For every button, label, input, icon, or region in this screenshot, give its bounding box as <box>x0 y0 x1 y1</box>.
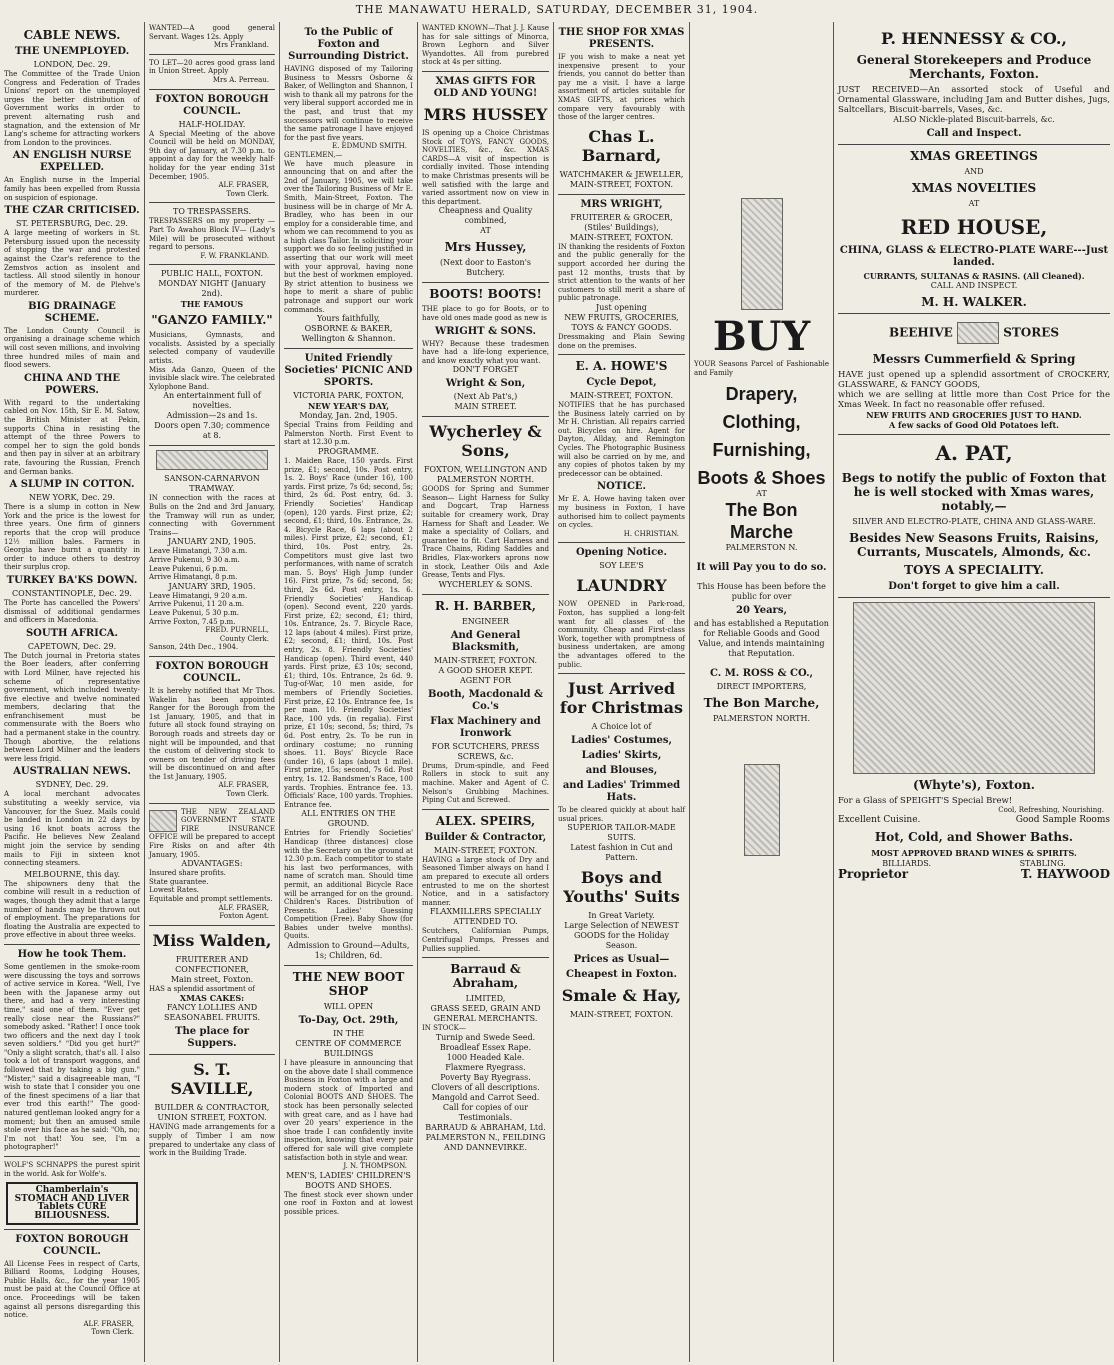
walden-body: HAS a splendid assortment of <box>149 984 255 993</box>
at-label: AT <box>756 489 767 499</box>
ganzo-body: An entertainment full of novelties. <box>163 391 261 411</box>
sports-venue: VICTORIA PARK, FOXTON, <box>293 391 404 401</box>
section-title: CHINA AND THE POWERS. <box>23 372 121 396</box>
barber-flax: Flax Machinery and Ironwork <box>430 715 541 739</box>
sports-date: Monday, Jan. 2nd, 1905. <box>299 411 398 421</box>
shop-title: THE SHOP FOR XMAS PRESENTS. <box>558 27 685 50</box>
column-notices <box>145 24 279 1359</box>
tram-time: Arrive Pukenui, 9 30 a.m. <box>149 556 240 564</box>
section-title: THE CZAR CRITICISED. <box>4 205 140 217</box>
speights-cool: Cool, Refreshing, Nourishing. <box>998 806 1104 814</box>
hall-title: PUBLIC HALL, FOXTON. <box>160 269 264 279</box>
section-title: A SLUMP IN COTTON. <box>9 479 135 491</box>
barraud-item: Mangold and Carrot Seed. <box>431 1092 540 1102</box>
excellent-cuisine: Excellent Cuisine. <box>838 814 921 825</box>
fire-item: Lowest Rates. <box>149 886 200 895</box>
wright-address: MAIN-STREET, FOXTON. <box>569 232 674 242</box>
sports-events: 1. Maiden Race, 150 yards. First prize, £1; second, 10s. Post entry, 1s. 2. Boys' Race (under 16), 100 yards. First prize, 7s 6d; second, 5s; third, 2s 6d. Post entry, 6d. 3. Friendly Societies' Handicap (open), 120 yards. First prize, £2; second, £1; third, 10s. Entrance, 2s. 4. Bicycle Race, 6 laps (about 2 miles). First prize, £2; second, £1; third, 10s. Post entry, 2s. Competitors must give last two performances, with name of scratch man. 5. Boys' High Jump (under 16). First prize, 7s 6d; second, 5s; third, 2s 6d. Post entry, 1s. 6. Friendly Societies' Handicap (open). Second event, 220 yards. First prize, £2; second, £1; third, 10s. Entrance, 2s. 7. Bicycle Race, 12 laps (about 4 miles). First prize, £2; second, £1; third, 10s. Post entry, 2s. 8. Friendly Societies' Handicap (open). Third event, 440 yards. First prize, £3 10s; second, £1; third, 10s. Entrance, 2s 6d. 9. Tug-of-War, 10 men aside, for members of Friendly Societies. First prize, £2 10s. Entrance fee, 1s per man. 10. Friendly Societies' Race, 100 yds. (in regalia). First prize, £1 10s; second, 5s; third, 7s 6d. Post entry, 2s. To be run in ordinary costume; no running shoes. 11. Boys' Bicycle Race (under 16), 6 laps (about 1 mile). First prize, 15s; second, 7s 6d. Post entry, 1s. 12. Bandsmen's Race, 100 yards. Trophies. Entrance fee. 13. Officials' Race, 100 yards. Trophies. Entrance fee. <box>284 457 413 809</box>
china-glass: CHINA, GLASS & ELECTRO-PLATE WARE---Just landed. <box>839 245 1109 268</box>
wright-title: MRS WRIGHT, <box>580 198 663 210</box>
and-label: AND <box>964 167 984 176</box>
council-title: FOXTON BOROUGH COUNCIL. <box>15 1233 129 1257</box>
boot-centre: CENTRE OF COMMERCE BUILDINGS <box>295 1039 402 1059</box>
stores-label: STORES <box>1003 325 1060 340</box>
choice-label: A Choice lot of <box>591 722 652 732</box>
tram-date: JANUARY 2ND, 1905. <box>167 537 257 547</box>
notice-body: Mr E. A. Howe having taken over my business in Foxton, I have authorised him to collect payments on cycles. <box>558 495 685 530</box>
tram-dated: Sanson, 24th Dec., 1904. <box>149 643 239 652</box>
variety: In Great Variety. <box>588 911 655 921</box>
column-merchants <box>418 24 553 1359</box>
barraud-item: Broadleaf Essex Rape. <box>439 1042 532 1052</box>
signature-title: County Clerk. <box>219 634 269 643</box>
signature: J. N. THOMPSON. <box>343 1162 407 1171</box>
sports-title: United Friendly Societies' PICNIC AND SPORTS. <box>284 353 413 389</box>
news-body: The London County Council is organising a drainage scheme which will cost seven millions, and involving three hundred miles of main and flood sewers. <box>4 326 140 370</box>
hussey-name: Mrs Hussey, <box>444 240 527 255</box>
hennessy-received: JUST RECEIVED—An assorted stock of Useful and Ornamental Glassware, including Jam and Butter dishes, Jugs, Saltcellars, Biscuit-barrels, Vases, &c. <box>838 85 1110 115</box>
ganzo-body: Miss Ada Ganzo, Queen of the invisible slack wire. The celebrated Xylophone Band. <box>149 365 275 391</box>
haywoods-hotel-illustration <box>853 602 1095 774</box>
fire-advantages: ADVANTAGES: <box>181 859 243 869</box>
barraud-title: Barraud & Abraham, <box>450 962 521 991</box>
coat-of-arms-illustration <box>149 810 177 832</box>
signature: E. EDMUND SMITH. <box>331 142 407 151</box>
story-title: How he took Them. <box>17 948 127 960</box>
signature: FRED. PURNELL, <box>205 626 269 635</box>
boot-shop-title: THE NEW BOOT SHOP <box>292 970 405 999</box>
signature: ALF. FRASER, <box>218 903 269 912</box>
section-title: SOUTH AFRICA. <box>25 627 119 639</box>
boot-open: WILL OPEN <box>323 1002 374 1012</box>
sample-rooms: Good Sample Rooms <box>1015 814 1110 825</box>
brands: MOST APPROVED BRAND WINES & SPIRITS. <box>871 847 1077 858</box>
tram-date: JANUARY 3RD, 1905. <box>168 581 256 591</box>
signature: H. CHRISTIAN. <box>623 529 679 538</box>
fashion: Latest fashion in Cut and Pattern. <box>570 843 673 863</box>
ganzo-title: "GANZO FAMILY." <box>151 313 273 328</box>
speirs-sub: Builder & Contractor, <box>424 831 547 843</box>
pat-besides: Besides New Seasons Fruits, Raisins, Currants, Muscatels, Almonds, &c. <box>849 531 1099 559</box>
buy-headline: BUY <box>712 313 811 360</box>
smale-title: Smale & Hay, <box>561 986 682 1006</box>
sports-body: Entries for Friendly Societies' Handicap (three distances) close with the Secretary on the ground at 12.30 p.m. Each competitor to state his last two performances, with name of scratch man. Should time permit, an additional Bicycle Race will be arranged for on the ground. Children's Races. Distribution of Presents. Ladies' Guessing Competition (Free). Baby Show (for Babies under twelve months). Quoits. <box>284 829 413 941</box>
tram-time: Arrive Pukenui, 11 20 a.m. <box>149 600 245 609</box>
signature: OSBORNE & BAKER, <box>304 324 393 334</box>
flax-body: Scutchers, Californian Pumps, Centrifugal Pumps, Presses and Pullies supplied. <box>422 927 549 953</box>
news-body: The shipowners deny that the combine will result in a reduction of wages, though they admit that a large number of hands may be thrown out of employment. The preparations for floating the Australia are expected to prove effective in about three weeks. <box>4 879 140 940</box>
palmerston: PALMERSTON N. <box>725 543 798 553</box>
call-inspect: Call and Inspect. <box>926 128 1022 139</box>
wright-name: Wright & Son, <box>445 378 526 390</box>
proprietor-name: T. HAYWOOD <box>1020 866 1110 881</box>
barraud-ltd: LIMITED, <box>465 994 506 1004</box>
saville-title: S. T. SAVILLE, <box>170 1060 254 1099</box>
fire-item: Insured share profits. <box>149 869 226 878</box>
hall-date: MONDAY NIGHT (January 2nd). <box>158 279 266 299</box>
barber-sub: And General Blacksmith, <box>450 629 521 653</box>
sports-programme: PROGRAMME. <box>318 447 379 456</box>
wright-forget: DON'T FORGET <box>452 365 519 375</box>
saville-body: HAVING made arrangements for a supply of Timber I am now prepared to undertake any class of work in the Building Trade. <box>149 1123 275 1158</box>
tram-time: Leave Himatangi, 9 20 a.m. <box>149 591 248 600</box>
dateline: CAPETOWN, Dec. 29. <box>27 641 117 651</box>
boots-body: THE place to go for Boots, or to have old ones made good as new is <box>422 305 549 322</box>
barraud-sub: GRASS SEED, GRAIN AND GENERAL MERCHANTS. <box>430 1004 541 1024</box>
hussey-body: IS opening up a Choice Christmas Stock of TOYS, FANCY GOODS, NOVELTIES, &c., &c. XMAS CARDS—A visit of inspection is cordially invited. Those intending to make Christmas presents will be well satisfied with the large and varied assortment now on view in this department. <box>422 128 549 206</box>
wycherley-title: Wycherley & Sons, <box>429 422 542 461</box>
skirts: Ladies' Skirts, <box>581 750 662 762</box>
tailor-notice-title: To the Public of Foxton and Surrounding District. <box>288 27 409 62</box>
news-body: With regard to the undertaking cabled on Nov. 15th, Sir E. M. Satow, the British Minister at Pekin, supports China in resisting the attempt of the three Powers to compel her to sign the gold bonds and then pay in silver at an arbitrary rate, favouring the Russian, French and German banks. <box>4 398 140 476</box>
section-title: AUSTRALIAN NEWS. <box>13 766 131 778</box>
signature: ALF. FRASER, <box>218 181 269 190</box>
hussey-next: (Next door to Easton's Butchery. <box>439 258 532 278</box>
barraud-call: Call for copies of our Testimonials. <box>442 1102 529 1122</box>
cheapest-label: Cheapest in Foxton. <box>566 969 677 981</box>
subheading: HALF-HOLIDAY. <box>178 119 246 129</box>
section-title: TURKEY BA'KS DOWN. <box>6 574 138 586</box>
sports-entries: ALL ENTRIES ON THE GROUND. <box>301 809 396 829</box>
laundry-title: LAUNDRY <box>576 576 667 596</box>
pay-label: It will Pay you to do so. <box>696 562 827 574</box>
barraud-item: Clovers of all descriptions. <box>431 1082 540 1092</box>
tailor-suits: SUPERIOR TAILOR-MADE SUITS. <box>567 823 676 843</box>
trespass-title: TO TRESPASSERS. <box>173 207 251 217</box>
barber-booth: Booth, Macdonald & Co.'s <box>428 688 543 712</box>
costumes: Ladies' Costumes, <box>570 735 673 747</box>
closing: Yours faithfully, <box>317 314 380 324</box>
opening-notice: Opening Notice. <box>575 547 668 559</box>
notice-title: NOTICE. <box>596 481 647 493</box>
walden-sub: FRUITERER AND CONFECTIONER, <box>175 954 249 974</box>
wright-sub: FRUITERER & GROCER, <box>570 212 673 222</box>
beehive-label: BEEHIVE <box>888 325 953 340</box>
walden-title: Miss Walden, <box>152 930 272 950</box>
barber-body: Drums, Drum-spindle, and Feed Rollers in stock to suit any machine. Maker and Agent of C. Nelson's Grubbing Machines. Piping Cut and Screwed. <box>422 761 549 805</box>
palmerston-north: PALMERSTON NORTH. <box>712 714 810 724</box>
walker-title: M. H. WALKER. <box>921 295 1027 309</box>
hennessy-sub: General Storekeepers and Produce Merchants, Foxton. <box>856 53 1092 81</box>
dateline: SYDNEY, Dec. 29. <box>35 780 109 790</box>
speirs-body: HAVING a large stock of Dry and Seasoned Timber always on hand I am prepared to execute all orders entrusted to me on the shortest Notice, and in a satisfactory manner. <box>422 855 549 907</box>
column-tailoring-sports <box>280 24 417 1359</box>
wanted-ad: WANTED—A good general Servant. Wages 12s. Apply <box>149 24 275 41</box>
pointing-hand-illustration <box>744 764 780 856</box>
dateline: NEW YORK, Dec. 29. <box>29 493 115 503</box>
whyte-title: (Whyte's), Foxton. <box>913 778 1035 792</box>
pat-begs: Begs to notify the public of Foxton that he is well stocked with Xmas wares, notably,— <box>841 471 1107 513</box>
notice-body: A Special Meeting of the above Council will be held on MONDAY, 9th day of January, at 7.30 p.m. to appoint a day for the weekly half-holiday for the year ending 31st December, 1905. <box>149 129 275 181</box>
speirs-address: MAIN-STREET, FOXTON. <box>433 845 538 855</box>
news-body: A local merchant advocates substituting a weekly service, via Vancouver, for the Suez. Mails could be landed in London in 22 days by using 16 knot boats across the Pacific. He believes New Zealand might join the service by sending mails to Fiji in sixteen knot connecting steamers. <box>4 790 140 868</box>
pat-title: A. PAT, <box>935 441 1013 465</box>
xmas-novelties: XMAS NOVELTIES <box>911 181 1037 195</box>
famous-label: THE FAMOUS <box>180 299 244 310</box>
billiards: BILLIARDS. <box>882 858 932 868</box>
news-body: The Committee of the Trade Union Congress and Federation of Trades Unions' report on the unemployed urges the better distribution of Government works in order to prevent alternating rush and stagnation, and the extension of Mr Lang's scheme for attracting workers from London to the provinces. <box>4 70 140 147</box>
tram-engine-illustration <box>156 450 268 470</box>
signature-title: Wellington & Shannon. <box>301 334 396 344</box>
signature-title: Town Clerk. <box>226 790 269 799</box>
wright-street: MAIN STREET. <box>454 402 517 412</box>
wright-body: IN thanking the residents of Foxton and the public generally for the support accorded her during the past 12 months, trusts that by strict attention to the wants of her customers to still merit a share of public patronage. <box>558 242 685 303</box>
signature: ALF. FRASER, <box>83 1319 134 1328</box>
walden-place: The place for Suppers. <box>175 1026 249 1050</box>
hennessy-title: P. HENNESSY & CO., <box>881 29 1067 48</box>
news-body: A large meeting of workers in St. Petersburg issued upon the necessity of stopping the war and protested against the Czar's reference to the Zemstvos action as insolent and tactless. All stood silently in honour of the memory of M. de Plehve's murderer. <box>4 229 140 298</box>
to-let-ad: TO LET—20 acres good grass land in Union Street. Apply <box>149 58 275 76</box>
flax-title: FLAXMILLERS SPECIALLY ATTENDED TO. <box>429 907 542 927</box>
wycherley-sub: FOXTON, WELLINGTON AND PALMERSTON NORTH. <box>424 465 547 485</box>
boot-fine: The finest stock ever shown under one roof in Foxton and at lowest possible prices. <box>284 1190 413 1216</box>
prices-label: Prices as Usual— <box>573 954 670 966</box>
boot-in: IN THE <box>333 1029 364 1039</box>
pat-forget: Don't forget to give him a call. <box>888 581 1060 592</box>
laundry-body: NOW OPENED in Park-road, Foxton, has supplied a long-felt want for all classes of the community. Cheap and First-class Work, together with promptness of business undertaken, are among the advantages offered to the public. <box>558 600 685 669</box>
hussey-title: MRS HUSSEY <box>423 104 548 124</box>
dateline: ST. PETERSBURG, Dec. 29. <box>16 219 128 229</box>
dateline: CONSTANTINOPLE, Dec. 29. <box>12 588 132 598</box>
news-body: The Porte has cancelled the Powers' dismissal of additional gendarmes and officers in Macedonia. <box>4 598 140 625</box>
bon-marche: The Bon Marche <box>725 500 798 543</box>
barber-pumps: FOR SCUTCHERS, PRESS SCREWS, &c. <box>431 741 540 761</box>
cummerfield-sell: which we are selling at little more than Cost Price for the Xmas Week. In fact no reasonable offer refused. <box>838 390 1110 410</box>
salutation: GENTLEMEN,— <box>284 150 343 159</box>
drapery: Drapery, <box>725 384 798 405</box>
section-title: BIG DRAINAGE SCHEME. <box>28 300 116 324</box>
speights-glass: For a Glass of SPEIGHT'S Special Brew! <box>838 796 1013 806</box>
cleared: To be cleared quickly at about half usual prices. <box>558 806 685 823</box>
tram-body: IN connection with the races at Bulls on the 2nd and 3rd January, the Tramway will run as under, connecting with Government Trains— <box>149 494 275 537</box>
masthead: THE MANAWATU HERALD, SATURDAY, DECEMBER 31, 1904. <box>355 3 759 16</box>
signature: Mrs Frankland. <box>213 41 269 50</box>
at-label: AT <box>968 199 980 208</box>
story-body: Some gentlemen in the smoke-room were discussing the toys and sorrows of active service in Korea. "Well, I've been with the Japanese army out there, and had a very interesting time," said one of them. "Ever get really close near the Russians?" somebody asked. "Rather! I once took two officers and the next day I took seven soldiers." "Did you get hurt?" "Only a slight scratch, that's all. I also took a lot of transport waggons, and followed that by taking a big gun." "Mister," said a disagreeable man, "I wish to state that I consider you one of the finest specimens of a liar that ever trod this earth!" The good-natured gentleman looked angry for a moment; but then an amused smile stole over his face as he said: "Oh, no; I'm not that! You see, I'm a photographer!" <box>4 962 140 1152</box>
barraud-item: Poverty Bay Ryegrass. <box>440 1072 531 1082</box>
column-hennessy-hotel <box>834 24 1114 1359</box>
tram-time: Arrive Foxton, 7.45 p.m. <box>149 617 236 626</box>
fire-item: State guarantee. <box>149 877 209 886</box>
hennessy-also: ALSO Nickle-plated Biscuit-barrels, &c. <box>893 115 1055 124</box>
news-body: The Dutch journal in Pretoria states the Boer leaders, after conferring with Lord Milner, have rejected his scheme of representative government, which included twenty-five elective and twelve nominated members, declaring that the enfranchisement must be commensurate with the Boers who had a permanent stake in the country. Though abortive, the relations between Lord Milner and the leaders were less frigid. <box>4 651 140 763</box>
signature-title: Town Clerk. <box>226 189 269 198</box>
boot-body: I have pleasure in announcing that on the above date I shall commence Business in Foxton with a large and modern stock of Imported and Colonial BOOTS AND SHOES. The stock has been personally selected with great care, and as I have had over 20 years' experience in the shoe trade I can confidently invite inspection, knowing that every pair offered for sale will give complete satisfaction both in style and wear. <box>284 1059 413 1162</box>
saville-sub: BUILDER & CONTRACTOR, <box>154 1103 270 1113</box>
furnishing: Furnishing, <box>712 440 811 461</box>
howe-body: NOTIFIES that he has purchased the Business lately carried on by Mr H. Christian. All repairs carried out. Bicycles on hire. Agent for Dayton, Allday, and Remington Cycles. The Photographic Business will also be carried on by me, and any copies of photos taken by my predecessor can be obtained. <box>558 401 685 478</box>
shop-body: IF you wish to make a neat yet inexpensive present to your friends, you cannot do better than pay me a visit. I have a large assortment of articles suitable for XMAS GIFTS, at prices which compare very favourably with those of the larger centres. <box>558 53 685 122</box>
sports-trains: Special Trains from Feilding and Palmerston North. First Event to start at 12.30 p.m. <box>284 421 413 447</box>
signature-title: Foxton Agent. <box>219 912 269 921</box>
baths: Hot, Cold, and Shower Baths. <box>874 829 1074 844</box>
tram-time: Arrive Himatangi, 8 p.m. <box>149 573 238 582</box>
wright-sons: WRIGHT & SONS. <box>434 325 537 337</box>
walden-xmas: XMAS CAKES: <box>179 993 245 1004</box>
tablets-ad: Chamberlain's STOMACH AND LIVER Tablets CURE BILIOUSNESS. <box>6 1182 138 1224</box>
ganzo-doors: Doors open 7.30; commence at 8. <box>154 421 270 441</box>
soy-lee: SOY LEE'S <box>599 561 644 571</box>
barraud-address: PALMERSTON N., FEILDING AND DANNEVIRKE. <box>425 1132 546 1152</box>
dateline: LONDON, Dec. 29. <box>33 60 111 69</box>
tram-time: Leave Pukenui, 5 30 p.m. <box>149 608 239 617</box>
barber-title: R. H. BARBER, <box>435 598 536 613</box>
council-title: FOXTON BOROUGH COUNCIL. <box>155 660 269 684</box>
ranger-body: It is hereby notified that Mr Thos. Wakelin has been appointed Ranger for the Borough from the 1st January, 1905, and that in future all stock found straying on Borough roads and streets day or night will be impounded, and that the custom of delivering stock to owners on tender of driving fees will be discontinued on and after the 1st January, 1905. <box>149 686 275 781</box>
wright-goods: NEW FRUITS, GROCERIES, TOYS & FANCY GOODS. <box>564 312 679 332</box>
schnapps-ad: WOLF'S SCHNAPPS the purest spirit in the world. Ask for Wolfe's. <box>4 1161 140 1178</box>
barnard-sub: WATCHMAKER & JEWELLER, <box>559 169 684 179</box>
signature: ALF. FRASER, <box>218 781 269 790</box>
signature-title: Town Clerk. <box>91 1328 134 1337</box>
fire-item: Equitable and prompt settlements. <box>149 895 273 903</box>
wright-building: (Stiles' Buildings), <box>584 222 659 232</box>
potatoes: A few sacks of Good Old Potatoes left. <box>889 420 1059 430</box>
currants: CURRANTS, SULTANAS & RASINS. (All Cleaned). <box>863 271 1085 281</box>
saville-address: UNION STREET, FOXTON. <box>157 1113 267 1123</box>
tram-time: Leave Himatangi, 7.30 a.m. <box>149 547 248 556</box>
sports-admission: Admission to Ground—Adults, 1s; Children, 6d. <box>287 941 410 961</box>
house-body: This House has been before the public for over <box>697 582 826 602</box>
speirs-title: ALEX. SPEIRS, <box>435 813 536 828</box>
stabling: STABLING. <box>1019 858 1066 868</box>
walden-fancy: FANCY LOLLIES AND SEASONABEL FRUITS. <box>163 1003 261 1023</box>
howe-address: MAIN-STREET, FOXTON. <box>569 391 674 401</box>
tailor-notice-body: HAVING disposed of my Tailoring Business to Messrs Osborne & Baker, of Wellington and Shannon, I wish to thank all my patrons for the very liberal support accorded me in the past, and trust that my successors will continue to receive the same patronage I have enjoyed for the past five years. <box>284 65 413 142</box>
call-inspect-2: CALL AND INSPECT. <box>930 281 1018 290</box>
wright-next: (Next Ab Pat's,) <box>453 392 518 402</box>
tailor-notice-body: We have much pleasure in announcing that on and after the 2nd of January, 1905, we will take over the Tailoring Business of Mr E. Smith, Main-Street, Foxton. The business will be in charge of Mr A. Bradley, who has been in our employ for a considerable time, and whom we can recommend to you as a high class Tailor. In soliciting your support we do so feeling justified in asserting that our work will meet with your approval, having none but the best of workmen employed. By strict attention to business we hope to merit a share of public patronage and support our work commands. <box>284 159 413 314</box>
barraud-item: Turnip and Swede Seed. <box>435 1032 536 1042</box>
importers: DIRECT IMPORTERS, <box>716 682 807 692</box>
ganzo-admission: Admission—2s and 1s. <box>166 411 258 421</box>
newest-goods: Large Selection of NEWEST GOODS for the Holiday Season. <box>564 921 679 951</box>
cable-news-title: CABLE NEWS. <box>23 28 121 42</box>
pat-silver: SILVER AND ELECTRO-PLATE, CHINA AND GLASS-WARE. <box>852 517 1096 526</box>
years: 20 Years, <box>736 605 787 617</box>
reputation-body: and has established a Reputation for Reliable Goods and Good Value, and intends maintaining that Reputation. <box>694 619 829 659</box>
boot-date: To-Day, Oct. 29th, <box>298 1015 399 1027</box>
boots-shoes: Boots & Shoes <box>697 468 826 489</box>
trespass-body: TRESPASSERS on my property —Part To Awahou Block IV— (Lady's Mile) will be prosecuted without regard to persons. <box>149 217 275 252</box>
dateline: MELBOURNE, this day. <box>23 869 121 879</box>
ross-title: C. M. ROSS & CO., <box>709 668 814 680</box>
red-house: RED HOUSE, <box>900 215 1048 239</box>
wycherley-body: GOODS for Spring and Summer Season— Light Harness for Sulky and Dogcart, Trap Harness suitable for creamery work, Dray Harness for Shaft and Leader. We make a speciality of Collars, and guarantee to fit. Cart Harness and Trace Chains, Riding Saddles and Bridles, Flax-workers aprons now in stock, Leather Oils and Axle Grease, Tents and Flys. <box>422 485 549 580</box>
section-title: AN ENGLISH NURSE EXPELLED. <box>12 150 132 174</box>
wright-dress: Dressmaking and Plain Sewing done on the premises. <box>558 332 685 350</box>
arrived-title: Just Arrived for Christmas <box>559 679 684 718</box>
signature: BARRAUD & ABRAHAM, Ltd. <box>425 1122 546 1132</box>
hussey-cheap: Cheapness and Quality combined, <box>438 206 533 226</box>
barraud-item: Flaxmere Ryegrass. <box>445 1062 526 1072</box>
barnard-address: MAIN-STREET, FOXTON. <box>569 179 674 189</box>
toys-speciality: TOYS A SPECIALITY. <box>904 563 1044 577</box>
signature: Mrs A. Perreau. <box>212 75 269 84</box>
hats: and Ladies' Trimmed Hats. <box>562 780 681 804</box>
clothing: Clothing, <box>722 412 801 433</box>
barnard-title: Chas L. Barnard, <box>581 126 662 165</box>
tram-title: SANSON-CARNARVON TRAMWAY. <box>164 474 260 494</box>
tram-time: Leave Pukenui, 6 p.m. <box>149 564 228 573</box>
howe-sub: Cycle Depot, <box>586 377 657 389</box>
howe-title: E. A. HOWE'S <box>575 359 668 374</box>
signature: F. W. FRANKLAND. <box>200 251 269 260</box>
bon-marche-2: The Bon Marche, <box>703 696 820 711</box>
seasons-body: YOUR Seasons Parcel of Fashionable and Family <box>694 360 829 377</box>
council-title: FOXTON BOROUGH COUNCIL. <box>155 93 269 117</box>
smale-address: MAIN-STREET, FOXTON. <box>569 1010 674 1020</box>
ganzo-body: Musicians, Gymnasts, and vocalists. Assisted by a specially selected company of vaudeville artists. <box>149 331 275 366</box>
barraud-item: 1000 Headed Kale. <box>446 1052 525 1062</box>
walden-address: Main street, Foxton. <box>170 974 254 984</box>
section-title: THE UNEMPLOYED. <box>14 46 130 57</box>
boys-suits: Boys and Youths' Suits <box>563 868 680 907</box>
cummerfield-title: Messrs Cummerfield & Spring <box>872 352 1076 366</box>
blouses: and Blouses, <box>585 765 658 777</box>
fire-insurance-body: THE NEW ZEALAND GOVERNMENT STATE FIRE INSURANCE OFFICE will be prepared to accept Fire Risks on and after 4th January, 1905. <box>149 807 275 859</box>
column-shops <box>554 24 689 1359</box>
beehive-illustration <box>957 322 999 344</box>
barraud-stock: IN STOCK— <box>422 1024 466 1033</box>
news-body: There is a slump in cotton in New York and the price is the lowest for three years. One firm of ginners reports that the crop will produce 12½ million bales. Farmers in Georgia have burnt a quantity in order to induce others to destroy their surplus crop. <box>4 503 140 572</box>
column-bon-marche <box>690 24 833 1359</box>
xmas-gifts-title: XMAS GIFTS FOR OLD AND YOUNG! <box>433 75 538 99</box>
barber-engineer: ENGINEER <box>461 616 510 626</box>
wright-why: WHY? Because these tradesmen have had a life-long experience, and know exactly what you want. <box>422 339 549 365</box>
proprietor-label: Proprietor <box>838 866 909 881</box>
new-fruits: NEW FRUITS AND GROCERIES JUST TO HAND. <box>866 410 1082 420</box>
sports-day: NEW YEAR'S DAY, <box>307 401 390 412</box>
signature: WYCHERLEY & SONS. <box>438 579 533 589</box>
cummerfield-body: HAVE just opened up a splendid assortment of CROCKERY, GLASSWARE, & FANCY GOODS, <box>838 370 1110 390</box>
pointing-hand-illustration <box>741 198 783 310</box>
wanted-known-ad: WANTED KNOWN—That J. J. Kause has for sale sittings of Minorca, Brown Leghorn and Silver Wyandottes. All from purebred stock at 4s per sitting. <box>422 24 549 67</box>
news-body: An English nurse in the Imperial family has been expelled from Russia on suspicion of espionage. <box>4 176 140 202</box>
council-body: All License Fees in respect of Carts, Billiard Rooms, Lodging Houses, Public Halls, &c., for the year 1905 must be paid at the Council Office at once. Proceedings will be taken against all persons disregarding this notice. <box>4 1259 140 1320</box>
column-cable-news <box>0 24 144 1359</box>
wright-opening: Just opening <box>596 302 647 312</box>
boot-men: MEN'S, LADIES' CHILDREN'S BOOTS AND SHOES. <box>286 1170 411 1190</box>
boots-title: BOOTS! BOOTS! <box>429 287 542 302</box>
xmas-greetings: XMAS GREETINGS <box>910 149 1038 163</box>
hussey-at: AT <box>480 226 491 236</box>
barber-agent: AGENT FOR <box>459 675 512 685</box>
barber-address: MAIN-STREET, FOXTON. <box>433 655 538 665</box>
barber-shoer: A GOOD SHOER KEPT. <box>438 665 533 675</box>
